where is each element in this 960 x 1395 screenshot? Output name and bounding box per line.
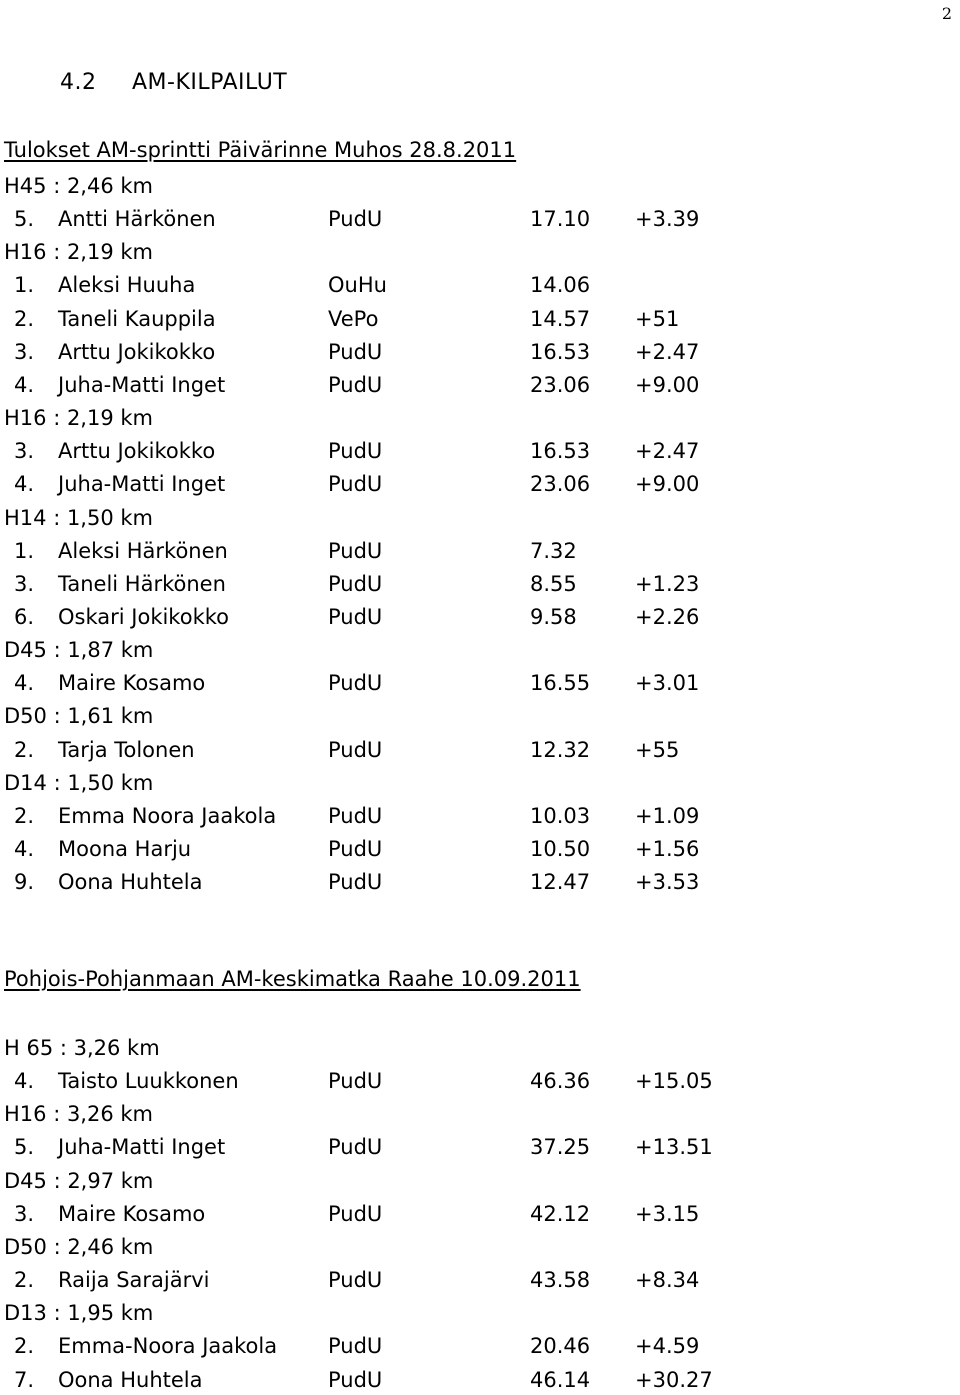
- class-label: H16 : 3,26 km: [4, 1102, 153, 1127]
- result-time: 46.36: [530, 1069, 591, 1094]
- result-pos: 3.: [14, 1201, 35, 1226]
- result-club: PudU: [328, 538, 383, 563]
- result-diff: +3.01: [635, 671, 700, 696]
- result-club: PudU: [328, 737, 383, 762]
- result-pos: 4.: [14, 372, 35, 397]
- result-time: 12.32: [530, 737, 591, 762]
- result-club: PudU: [328, 1201, 383, 1226]
- result-name: Taisto Luukkonen: [58, 1069, 239, 1094]
- result-diff: +1.09: [635, 803, 700, 828]
- result-time: 8.55: [530, 571, 577, 596]
- result-club: PudU: [328, 803, 383, 828]
- result-name: Taneli Kauppila: [58, 306, 216, 331]
- result-club: PudU: [328, 207, 383, 232]
- result-name: Arttu Jokikokko: [58, 439, 216, 464]
- result-club: PudU: [328, 571, 383, 596]
- result-name: Oona Huhtela: [58, 1367, 203, 1392]
- result-diff: +2.26: [635, 604, 700, 629]
- result-name: Moona Harju: [58, 837, 192, 861]
- result-diff: +51: [635, 306, 680, 331]
- result-diff: +3.53: [635, 870, 700, 895]
- result-club: PudU: [328, 870, 383, 895]
- competition-title: Pohjois-Pohjanmaan AM-keskimatka Raahe 10.09.2011: [4, 967, 581, 991]
- result-time: 46.14: [530, 1367, 591, 1392]
- result-diff: +15.05: [635, 1069, 713, 1094]
- result-time: 16.53: [530, 439, 591, 464]
- result-pos: 4.: [14, 671, 35, 696]
- result-time: 17.10: [530, 207, 591, 232]
- class-label: D45 : 1,87 km: [4, 638, 154, 663]
- class-label: D50 : 2,46 km: [4, 1234, 154, 1259]
- result-time: 14.57: [530, 306, 591, 331]
- result-club: PudU: [328, 1268, 383, 1293]
- result-pos: 3.: [14, 439, 35, 464]
- result-club: OuHu: [328, 273, 387, 298]
- result-club: PudU: [328, 372, 383, 397]
- result-name: Juha-Matti Inget: [58, 472, 226, 497]
- section-number: 4.2: [60, 70, 97, 95]
- result-name: Maire Kosamo: [58, 1201, 206, 1226]
- result-pos: 1.: [14, 273, 35, 298]
- result-club: PudU: [328, 1334, 383, 1359]
- result-name: Emma-Noora Jaakola: [58, 1334, 278, 1359]
- result-club: PudU: [328, 837, 383, 861]
- class-label: H16 : 2,19 km: [4, 406, 153, 431]
- result-name: Raija Sarajärvi: [58, 1268, 210, 1293]
- result-diff: +2.47: [635, 439, 700, 464]
- result-name: Juha-Matti Inget: [58, 372, 226, 397]
- result-time: 9.58: [530, 604, 577, 629]
- result-club: PudU: [328, 671, 383, 696]
- result-club: VePo: [328, 306, 379, 331]
- result-name: Arttu Jokikokko: [58, 339, 216, 364]
- result-time: 23.06: [530, 372, 591, 397]
- result-pos: 2.: [14, 1268, 35, 1293]
- result-pos: 6.: [14, 604, 35, 629]
- class-label: D50 : 1,61 km: [4, 704, 154, 729]
- result-pos: 7.: [14, 1367, 35, 1392]
- result-name: Emma Noora Jaakola: [58, 803, 277, 828]
- result-club: PudU: [328, 472, 383, 497]
- result-diff: +2.47: [635, 339, 700, 364]
- class-label: H14 : 1,50 km: [4, 505, 153, 530]
- result-time: 43.58: [530, 1268, 591, 1293]
- class-label: H45 : 2,46 km: [4, 174, 153, 198]
- result-diff: +8.34: [635, 1268, 700, 1293]
- result-pos: 1.: [14, 538, 35, 563]
- result-club: PudU: [328, 1069, 383, 1094]
- result-diff: +55: [635, 737, 680, 762]
- result-pos: 2.: [14, 803, 35, 828]
- result-pos: 4.: [14, 837, 35, 861]
- result-time: 10.03: [530, 803, 591, 828]
- class-label: D45 : 2,97 km: [4, 1168, 154, 1193]
- result-club: PudU: [328, 439, 383, 464]
- result-pos: 9.: [14, 870, 35, 895]
- result-club: PudU: [328, 339, 383, 364]
- result-pos: 5.: [14, 207, 35, 232]
- page-number: 2: [941, 4, 952, 23]
- section-heading: [60, 70, 287, 95]
- result-time: 20.46: [530, 1334, 591, 1359]
- result-name: Aleksi Härkönen: [58, 538, 228, 563]
- result-pos: 4.: [14, 1069, 35, 1094]
- result-time: 42.12: [530, 1201, 591, 1226]
- result-pos: 5.: [14, 1135, 35, 1160]
- result-diff: +30.27: [635, 1367, 713, 1392]
- result-time: 16.55: [530, 671, 591, 696]
- result-time: 23.06: [530, 472, 591, 497]
- result-diff: +9.00: [635, 472, 700, 497]
- result-club: PudU: [328, 1135, 383, 1160]
- result-name: Juha-Matti Inget: [58, 1135, 226, 1160]
- result-name: Oskari Jokikokko: [58, 604, 229, 629]
- result-pos: 2.: [14, 1334, 35, 1359]
- result-pos: 3.: [14, 339, 35, 364]
- result-diff: +1.23: [635, 571, 700, 596]
- result-club: PudU: [328, 1367, 383, 1392]
- result-name: Taneli Härkönen: [58, 571, 226, 596]
- class-label: D13 : 1,95 km: [4, 1301, 154, 1326]
- result-pos: 3.: [14, 571, 35, 596]
- class-label: H16 : 2,19 km: [4, 240, 153, 265]
- result-time: 7.32: [530, 538, 577, 563]
- result-diff: +3.15: [635, 1201, 700, 1226]
- result-pos: 4.: [14, 472, 35, 497]
- result-time: 12.47: [530, 870, 591, 895]
- class-label: H 65 : 3,26 km: [4, 1036, 160, 1060]
- result-diff: +4.59: [635, 1334, 700, 1359]
- result-time: 37.25: [530, 1135, 591, 1160]
- section-title: AM-KILPAILUT: [132, 70, 288, 95]
- class-label: D14 : 1,50 km: [4, 770, 154, 795]
- result-diff: +9.00: [635, 372, 700, 397]
- result-diff: +1.56: [635, 837, 700, 861]
- result-diff: +3.39: [635, 207, 700, 232]
- result-time: 14.06: [530, 273, 591, 298]
- competition-title: Tulokset AM-sprintti Päivärinne Muhos 28.8.2011: [4, 138, 517, 162]
- result-name: Oona Huhtela: [58, 870, 203, 895]
- result-club: PudU: [328, 604, 383, 629]
- result-name: Antti Härkönen: [58, 207, 216, 232]
- result-name: Aleksi Huuha: [58, 273, 196, 298]
- result-name: Maire Kosamo: [58, 671, 206, 696]
- result-pos: 2.: [14, 737, 35, 762]
- result-name: Tarja Tolonen: [58, 737, 195, 762]
- result-time: 16.53: [530, 339, 591, 364]
- result-pos: 2.: [14, 306, 35, 331]
- result-time: 10.50: [530, 837, 591, 861]
- result-diff: +13.51: [635, 1135, 713, 1160]
